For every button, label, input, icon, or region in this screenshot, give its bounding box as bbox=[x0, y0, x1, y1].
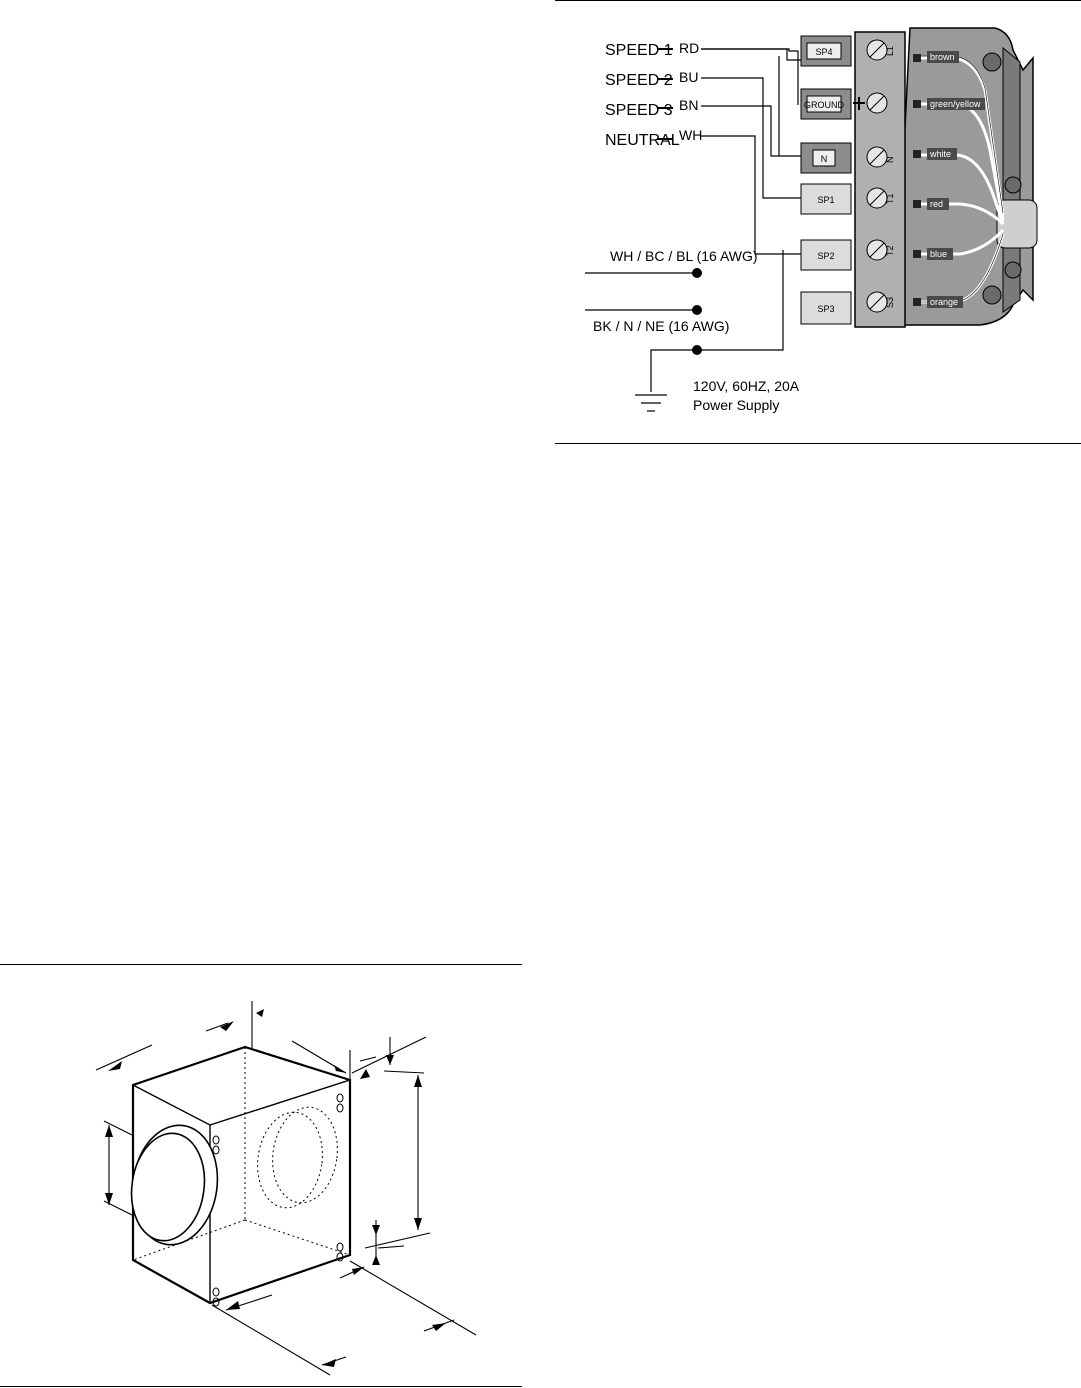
terminal-blocks bbox=[801, 36, 851, 324]
terminal-sp1: SP1 bbox=[817, 195, 835, 205]
feed-label-2: BK / N / NE (16 AWG) bbox=[593, 318, 730, 334]
neutral-label: NEUTRAL bbox=[605, 132, 680, 149]
wire-red: red bbox=[930, 199, 944, 209]
label-dashes bbox=[657, 49, 673, 139]
terminal-sp3: SP3 bbox=[817, 304, 835, 314]
feed-junction-1 bbox=[692, 268, 702, 278]
speed1-label: SPEED 1 bbox=[605, 42, 673, 59]
supply-label: Power Supply bbox=[693, 397, 780, 413]
speed2-code: BU bbox=[679, 69, 699, 85]
screw-label-s3: S3 bbox=[885, 296, 895, 308]
wire-brown: brown bbox=[930, 52, 955, 62]
wire-green-yellow: green/yellow bbox=[930, 99, 981, 109]
terminal-sp2: SP2 bbox=[817, 251, 835, 261]
terminal-strip bbox=[855, 32, 905, 327]
wire-orange: orange bbox=[930, 297, 959, 307]
terminal-sp4: SP4 bbox=[815, 47, 833, 57]
feed-junction-2 bbox=[692, 305, 702, 315]
wiring-diagram bbox=[555, 0, 1081, 445]
speed1-code: RD bbox=[679, 40, 700, 56]
box-dimension-drawing bbox=[0, 965, 522, 1388]
input-labels bbox=[605, 40, 702, 149]
screw-label-t2: T2 bbox=[885, 245, 895, 256]
mounting-holes bbox=[213, 1094, 343, 1306]
supply-rating: 120V, 60HZ, 20A bbox=[693, 378, 800, 394]
speed2-label: SPEED 2 bbox=[605, 72, 673, 89]
wire-white: white bbox=[930, 149, 952, 159]
neutral-code: WH bbox=[679, 127, 703, 143]
terminal-ground: GROUND bbox=[804, 100, 844, 110]
screw-label-n: N bbox=[885, 156, 895, 163]
screw-label-l1: L1 bbox=[885, 45, 895, 56]
wire-blue: blue bbox=[930, 249, 948, 259]
speed3-code: BN bbox=[679, 97, 699, 113]
earth-ground-symbol bbox=[635, 395, 667, 411]
ground-junction bbox=[692, 345, 702, 355]
input-wires bbox=[701, 49, 801, 254]
speed3-label: SPEED 3 bbox=[605, 102, 673, 119]
screw-label-t1: T1 bbox=[885, 193, 895, 204]
terminal-n: N bbox=[820, 154, 828, 164]
feed-label-1: WH / BC / BL (16 AWG) bbox=[610, 248, 758, 264]
